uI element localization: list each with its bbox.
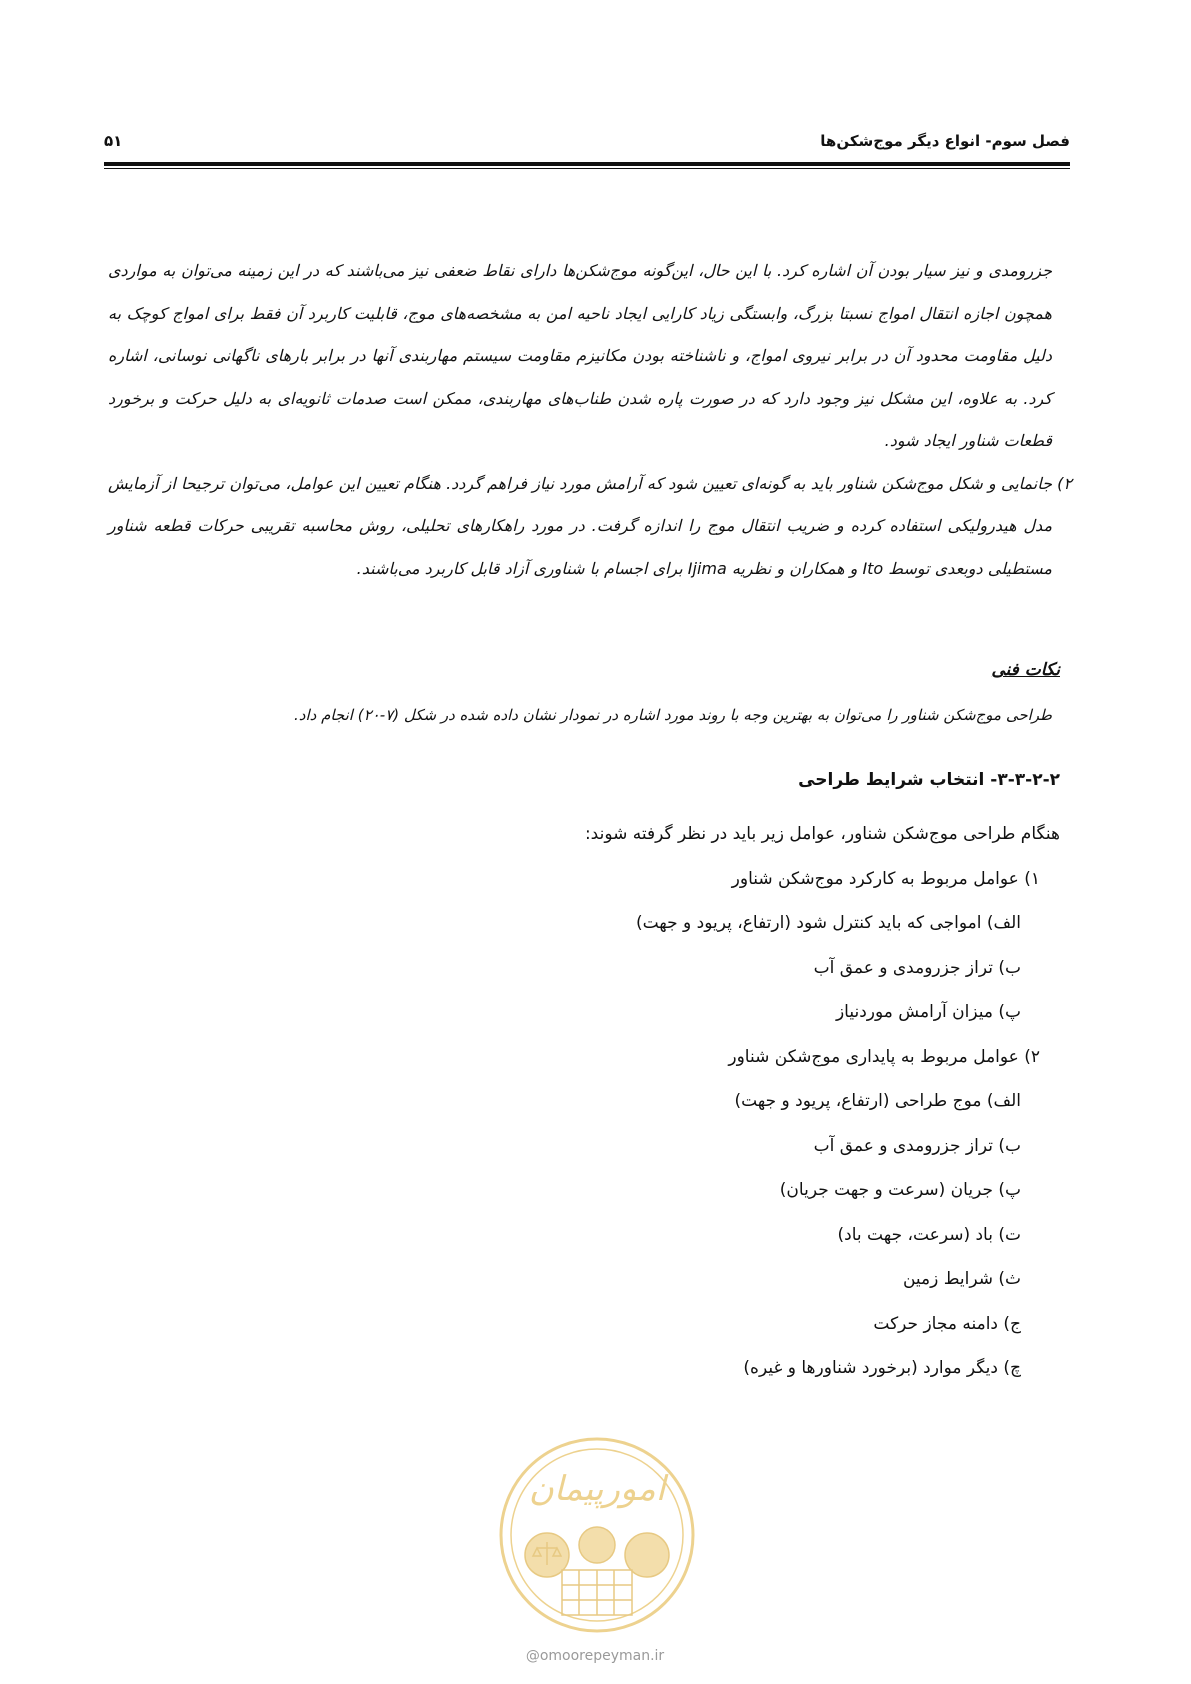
section-heading: ۳-۳-۲-۲- انتخاب شرایط طراحی <box>798 770 1060 790</box>
technical-notes-text: طراحی موج‌شکن شناور را می‌توان به بهترین وجه با روند مورد اشاره در نمودار نشان داده شده در شکل (۷-۲۰) انجام داد. <box>294 706 1052 724</box>
chapter-title: فصل سوم- انواع دیگر موج‌شکن‌ها <box>820 132 1070 150</box>
item2-line: روش محاسبه تقریبی حرکات قطعه شناور مستطیلی دوبعدی توسط Ito و همکاران و نظریه Ijima برای اجسام با شناوری <box>108 516 1052 578</box>
list-item: ت) باد (سرعت، جهت باد) <box>837 1224 1021 1245</box>
item2-line: جانمایی و شکل موج‌شکن شناور باید به گونه‌ای تعیین شود که آرامش مورد نیاز فراهم گردد. هنگام تعیین این عوامل، <box>280 473 1053 493</box>
watermark-logo-text: امورپیمان <box>528 1469 666 1509</box>
design-conditions-list <box>300 812 1060 1391</box>
list-item: ۲) عوامل مربوط به پایداری موج‌شکن شناور <box>728 1046 1040 1067</box>
para1-line: جزرومدی و نیز سیار بودن آن اشاره کرد. با این حال، این‌گونه موج‌شکن‌ها دارای نقاط ضعفی نیز می‌باشند که در این <box>271 261 1053 280</box>
page-header <box>104 128 1070 154</box>
para1-line: زمینه می‌توان به مواردی همچون اجازه انتقال امواج نسبتا بزرگ، وابستگی زیاد کارایی ایجاد ناحیه امن به مشخصه‌های <box>108 261 1052 323</box>
list-item: ب) تراز جزرومدی و عمق آب <box>813 957 1021 978</box>
list-item: ب) تراز جزرومدی و عمق آب <box>813 1135 1021 1156</box>
page-number: ۵۱ <box>104 132 123 150</box>
header-rule-thin <box>104 168 1070 169</box>
building-grid-icon <box>562 1570 632 1615</box>
para1-line: مقاومت سیستم مهاربندی آنها در برابر بارهای ناگهانی نوسانی، اشاره کرد. به علاوه، این مشکل نیز وجود دارد که در <box>108 346 1053 408</box>
list-item: الف) امواجی که باید کنترل شود (ارتفاع، پریود و جهت) <box>635 913 1021 933</box>
list-item: الف) موج طراحی (ارتفاع، پریود و جهت) <box>734 1091 1021 1111</box>
item-2-marker: ۲) <box>1057 473 1072 493</box>
list-item: پ) جریان (سرعت و جهت جریان) <box>779 1180 1021 1200</box>
para1-line: صورت پاره شدن طناب‌های مهاربندی، ممکن است صدمات ثانویه‌ای به دلیل حرکت و برخورد قطعات شناور ایجاد شود. <box>108 388 1052 450</box>
watermark-url: @omoorepeyman.ir <box>525 1648 665 1664</box>
list-item: پ) میزان آرامش موردنیاز <box>835 1002 1021 1022</box>
watermark-logo <box>492 1430 702 1650</box>
list-item: ۱) عوامل مربوط به کارکرد موج‌شکن شناور <box>731 868 1040 889</box>
numbered-item-2 <box>108 463 1072 591</box>
item2-line: آزاد قابل کاربرد می‌باشند. <box>356 558 529 578</box>
item2-line: می‌توان ترجیحا از آزمایش مدل هیدرولیکی استفاده کرده و ضریب انتقال موج را اندازه گرفت. در مورد راهکارهای تحلیلی، <box>108 473 1053 535</box>
section-intro: هنگام طراحی موج‌شکن شناور، عوامل زیر باید در نظر گرفته شوند: <box>584 824 1060 844</box>
list-item: ث) شرایط زمین <box>902 1269 1021 1289</box>
header-rule-thick <box>104 162 1070 166</box>
list-item: چ) دیگر موارد (برخورد شناورها و غیره) <box>743 1358 1021 1378</box>
list-item: ج) دامنه مجاز حرکت <box>873 1313 1021 1334</box>
para1-line: موج، قابلیت کاربرد آن فقط برای امواج کوچک به دلیل مقاومت محدود آن در برابر نیروی امواج، و ناشناخته بودن مکانیزم <box>108 303 1052 365</box>
technical-notes-title: نکات فنی <box>991 660 1060 680</box>
body-italic-block <box>108 250 1072 590</box>
paragraph-1 <box>108 250 1052 463</box>
